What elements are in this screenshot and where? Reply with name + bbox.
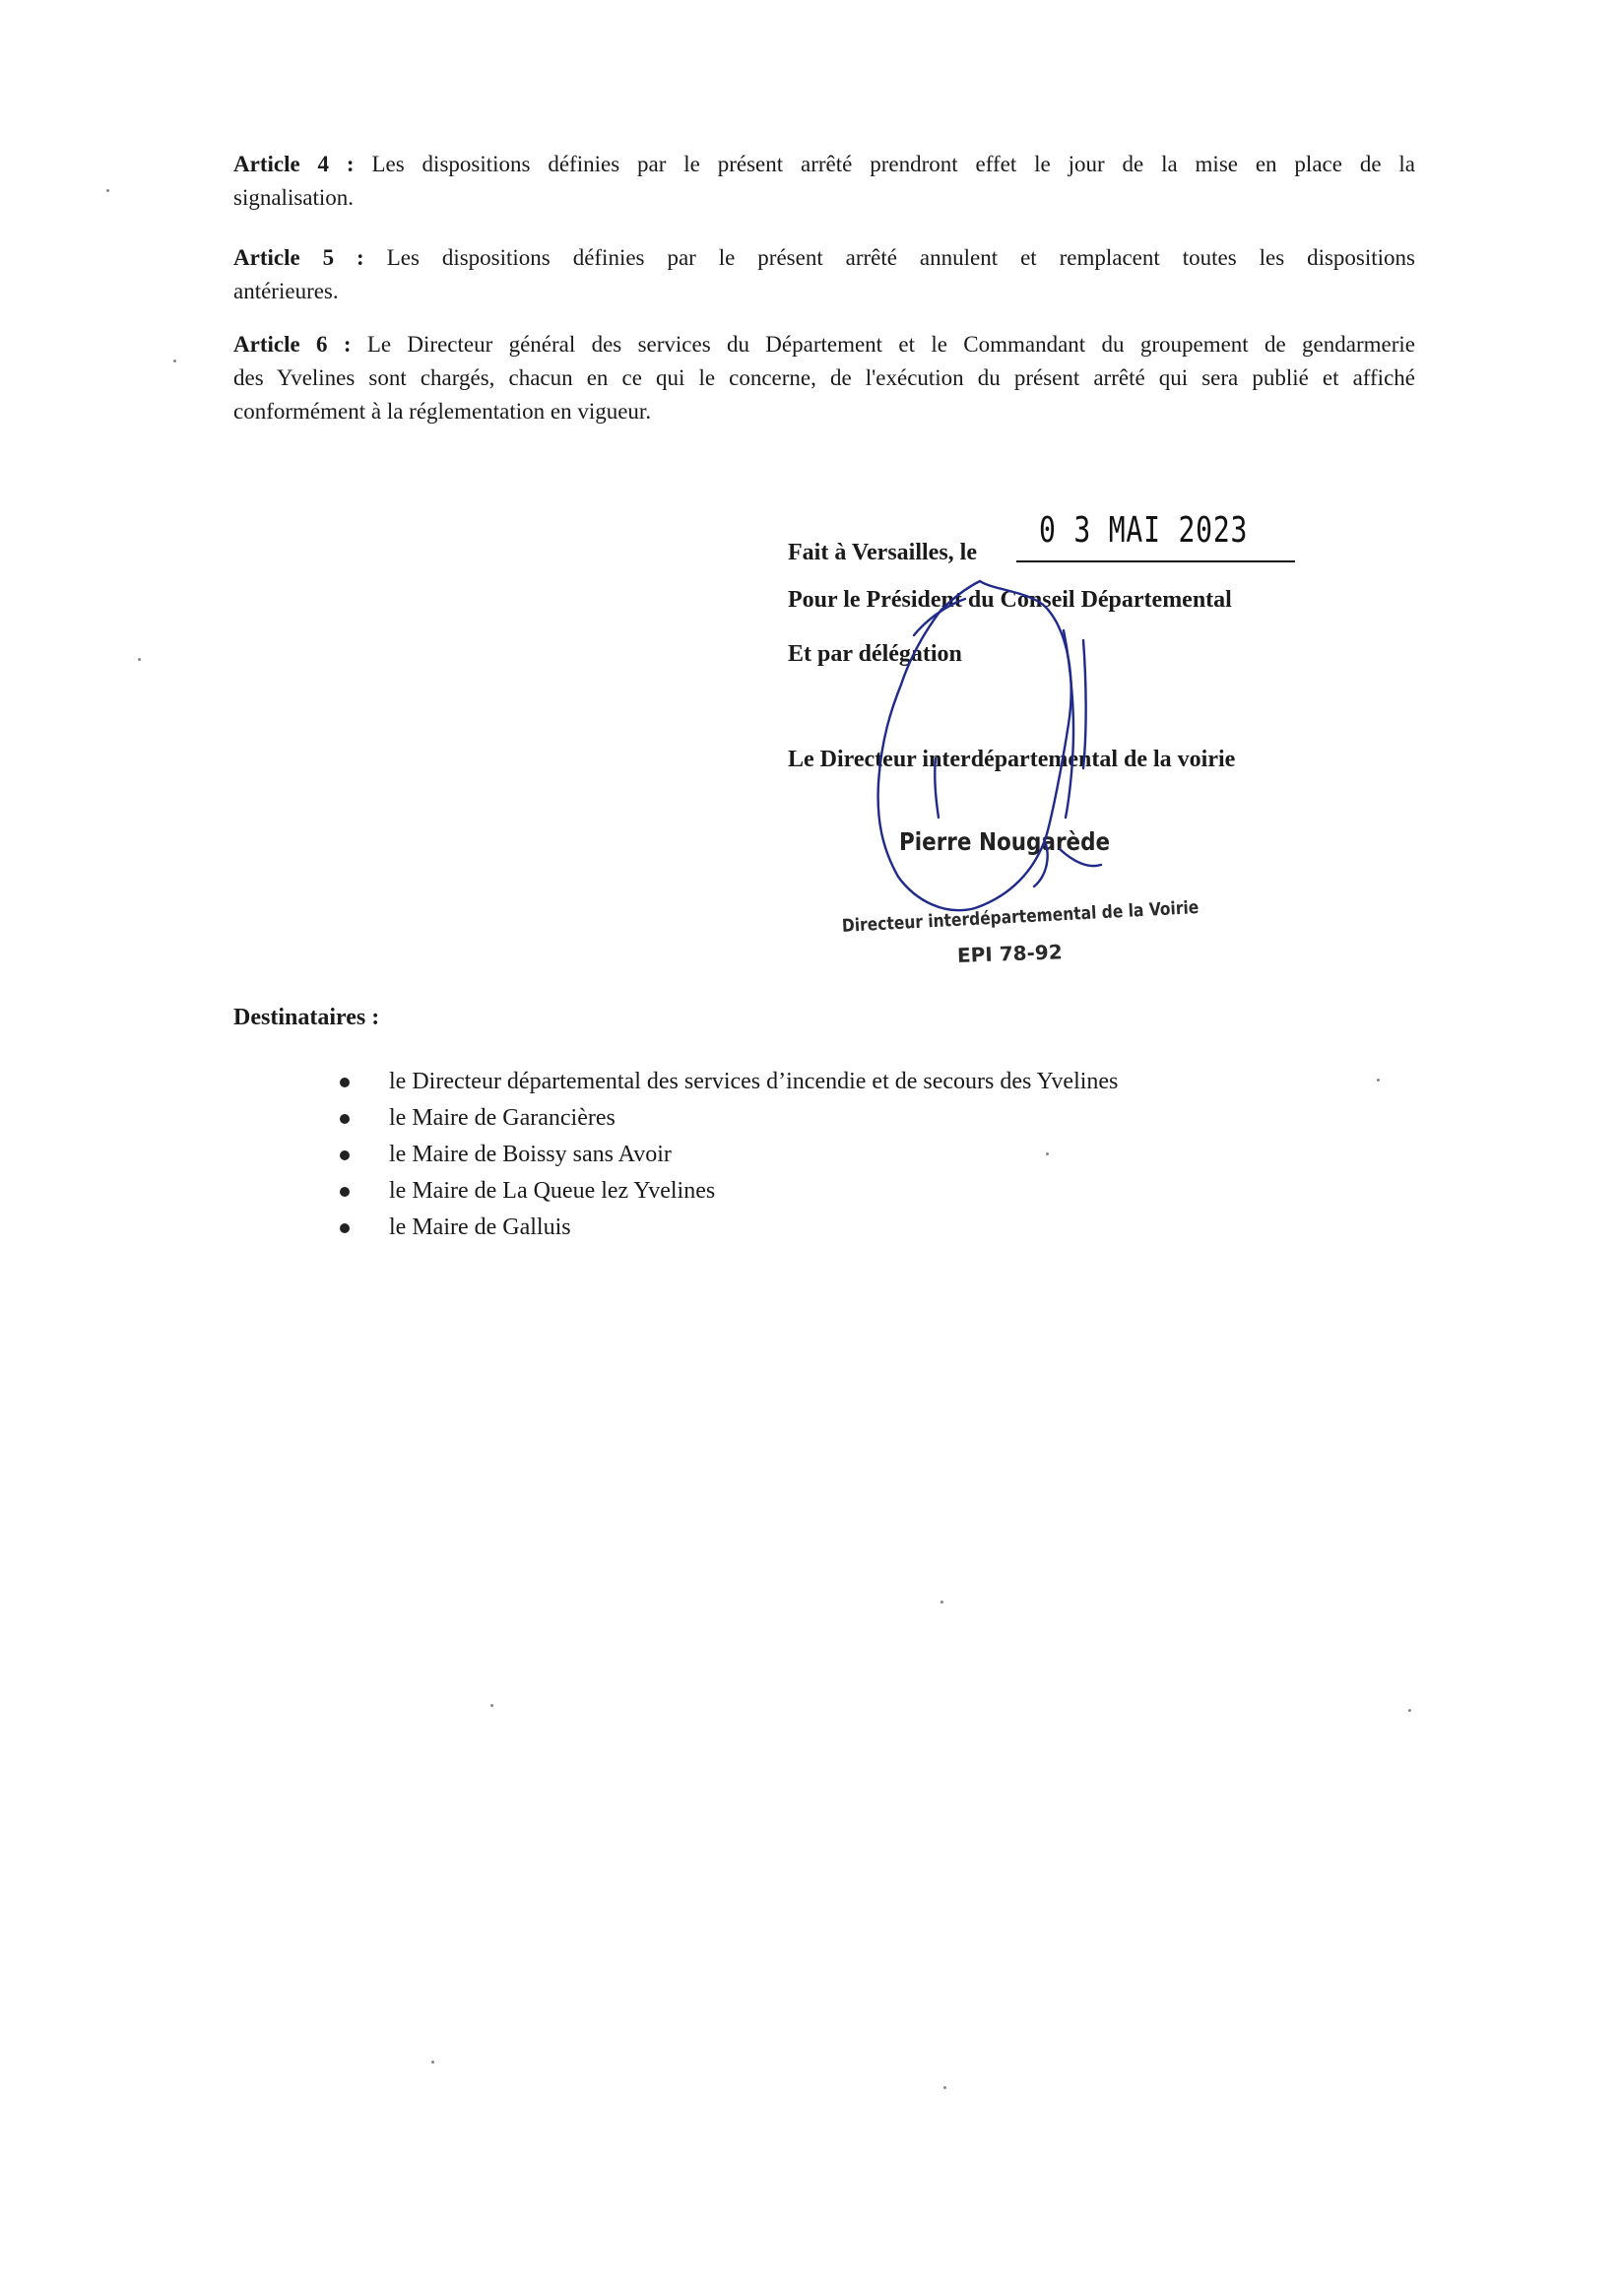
article-6-text-line2: des Yvelines sont chargés, chacun en ce qui le concerne, de l'exécution du présent arrêté qui sera publié et affiché <box>233 365 1415 390</box>
delegation-line: Et par délégation <box>788 641 962 667</box>
scan-speck <box>138 658 141 661</box>
article-5-label: Article 5 : <box>233 245 364 270</box>
recipient-label: le Directeur départemental des services d’incendie et de secours des Yvelines <box>389 1069 1119 1094</box>
scan-speck <box>106 189 109 192</box>
list-item <box>340 1137 1118 1173</box>
list-item <box>340 1210 1118 1246</box>
signer-name: Pierre Nougarède <box>899 827 1111 856</box>
article-4-label: Article 4 : <box>233 152 355 176</box>
recipients-title: Destinataires : <box>233 1005 380 1030</box>
article-5 <box>233 241 1415 308</box>
list-item <box>340 1100 1118 1137</box>
stamp-line-2: EPI 78-92 <box>956 940 1064 967</box>
bullet-icon <box>340 1114 350 1124</box>
article-4-text-line1: Les dispositions définies par le présent arrêté prendront effet le jour de la mise en place de la <box>371 152 1416 176</box>
article-4-text-line2: signalisation. <box>233 185 355 210</box>
recipient-label: le Maire de La Queue lez Yvelines <box>389 1178 716 1204</box>
date-stamp: 0 3 MAI 2023 <box>1039 510 1249 551</box>
article-6-label: Article 6 : <box>233 332 352 357</box>
for-president-line: Pour le Président du Conseil Départemental <box>788 587 1232 613</box>
scan-speck <box>1046 1152 1049 1155</box>
scan-speck <box>173 360 176 362</box>
bullet-icon <box>340 1150 350 1160</box>
article-5-text-line2: antérieures. <box>233 279 339 303</box>
recipient-label: le Maire de Garancières <box>389 1105 616 1131</box>
scan-speck <box>1377 1079 1380 1082</box>
recipient-label: le Maire de Boissy sans Avoir <box>389 1142 672 1167</box>
bullet-icon <box>340 1078 350 1087</box>
list-item <box>340 1173 1118 1210</box>
scan-speck <box>940 1601 943 1604</box>
scan-speck <box>431 2061 434 2064</box>
bullet-icon <box>340 1223 350 1233</box>
place-date-label: Fait à Versailles, le <box>788 540 977 565</box>
bullet-icon <box>340 1187 350 1197</box>
article-6 <box>233 328 1415 428</box>
scan-speck <box>1408 1709 1411 1712</box>
article-6-text-line1: Le Directeur général des services du Département et le Commandant du groupement de gendarmerie <box>366 332 1415 357</box>
director-role-line: Le Directeur interdépartemental de la voirie <box>788 747 1236 772</box>
list-item <box>340 1064 1118 1100</box>
article-4 <box>233 148 1415 215</box>
scan-speck <box>490 1704 493 1707</box>
scan-speck <box>943 2086 946 2089</box>
article-6-text-line3: conformément à la réglementation en vigueur. <box>233 399 652 424</box>
article-5-text-line1: Les dispositions définies par le présent arrêté annulent et remplacent toutes les dispositions <box>386 245 1416 270</box>
date-underline <box>1016 560 1295 562</box>
stamp-line-1: Directeur interdépartemental de la Voirie <box>841 897 1200 937</box>
recipient-label: le Maire de Galluis <box>389 1214 571 1240</box>
recipients-list <box>340 1064 1118 1246</box>
